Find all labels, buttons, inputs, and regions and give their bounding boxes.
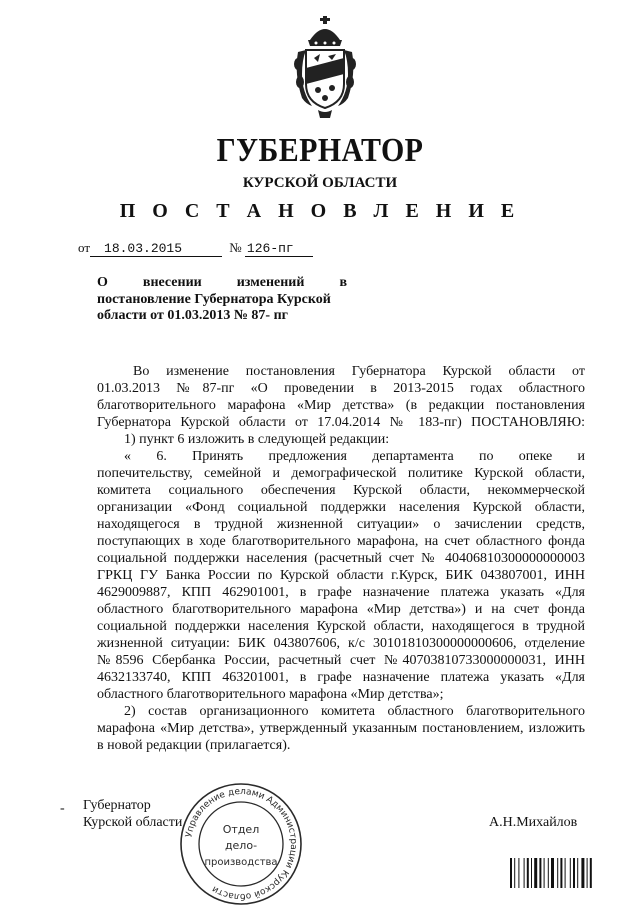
document-date: 18.03.2015 <box>90 241 222 257</box>
barcode-bar <box>534 858 537 888</box>
barcode-bar <box>570 858 571 888</box>
amendment-item-1: 1) пункт 6 изложить в следующей редакции: <box>124 432 390 447</box>
region-subtitle: КУРСКОЙ ОБЛАСТИ <box>242 175 398 191</box>
amendment-item-2: 2) состав организационного комитета областного благотворительного марафона «Мир детства», утвержденный указанным постановлением, изложить в новой редакции (прилагается). <box>97 704 585 753</box>
barcode-bar <box>581 858 584 888</box>
margin-mark: - <box>60 801 65 816</box>
barcode-bar <box>531 858 532 888</box>
barcode-bar <box>587 858 588 888</box>
barcode-bar <box>577 858 578 888</box>
subject-line: О внесении изменений в <box>97 275 347 290</box>
barcode-bar <box>527 858 529 888</box>
date-number-line <box>78 240 313 257</box>
barcode-bar <box>560 858 562 888</box>
body-line: 01.03.2013 №87-пг «О проведении в 2013-2015 годах областного <box>97 381 585 396</box>
body-line: Губернатора Курской области от 17.04.2014 № 183-пг) ПОСТАНОВЛЯЮ: <box>97 415 585 430</box>
office-stamp <box>178 781 304 907</box>
barcode-bar <box>539 858 541 888</box>
barcode-bar <box>551 858 554 888</box>
barcode-bar <box>544 858 545 888</box>
barcode <box>510 858 610 888</box>
number-prefix: № <box>229 240 242 255</box>
subject-line: области от 01.03.2013 № 87- пг <box>97 308 289 323</box>
subject-line: постановление Губернатора Курской <box>97 291 331 307</box>
barcode-bar <box>514 858 515 888</box>
signatory-name: А.Н.Михайлов <box>489 815 578 830</box>
page-title: ГУБЕРНАТОР <box>216 132 424 169</box>
date-prefix: от <box>78 240 91 255</box>
barcode-bar <box>518 858 519 888</box>
body-line: Во изменение постановления Губернатора Курской области от <box>133 364 585 379</box>
stamp-text-line: дело- <box>224 839 258 852</box>
barcode-bar <box>565 858 566 888</box>
document-subject <box>97 275 347 325</box>
crown-icon <box>308 16 342 46</box>
body-line: благотворительного марафона «Мир детства» (в редакции постановления <box>97 398 585 413</box>
barcode-bar <box>548 858 549 888</box>
document-type: П О С Т А Н О В Л Е Н И Е <box>119 200 521 222</box>
barcode-bar <box>573 858 575 888</box>
signatory-region: Курской области <box>83 815 183 830</box>
barcode-bar <box>557 858 558 888</box>
signatory-position: Губернатор <box>83 798 151 813</box>
barcode-bar <box>510 858 512 888</box>
barcode-bar <box>524 858 525 888</box>
clause-6-text: попечительству, семейной и демографической политике Курской области, комитета социального обеспечения Курской области, некоммерческой организации «Фонд социальной поддержки населения Курской области, находящегося в трудной жизненной ситуации» о зачислении средств, поступающих в ходе благотворительного марафона, на счет областного фонда социальной поддержки населения (расчетный счет № 40406810300000000003 ГРКЦ ГУ Банка России по Курской области г.Курск, БИК 043807001, ИНН 4629009887, КПП 462901001, в графе назначение платежа указать «Для областного благотворительного марафона «Мир детства») и на счет фонда социальной поддержки населения Курской области, находящегося в трудной жизненной ситуации: БИК 043807606, к/с 30101810300000000606, отделение №8596 Сбербанка России, расчетный счет №40703810733000000031, ИНН 4632133740, КПП 463201001, в графе назначение платежа указать «Для областного благотворительного марафона «Мир детства»; <box>97 466 585 702</box>
document-body <box>97 363 585 754</box>
coat-of-arms-emblem <box>292 14 358 122</box>
barcode-bar <box>590 858 592 888</box>
stamp-text-line: производства <box>204 857 278 868</box>
document-number: 126-пг <box>245 241 313 257</box>
clause-6-first-line: « 6. Принять предложения департамента по опеке и <box>124 449 585 464</box>
stamp-ring-text: Управление делами Администрации Курской области <box>184 786 299 902</box>
stamp-text-line: Отдел <box>222 823 260 836</box>
shield-icon <box>306 50 344 108</box>
